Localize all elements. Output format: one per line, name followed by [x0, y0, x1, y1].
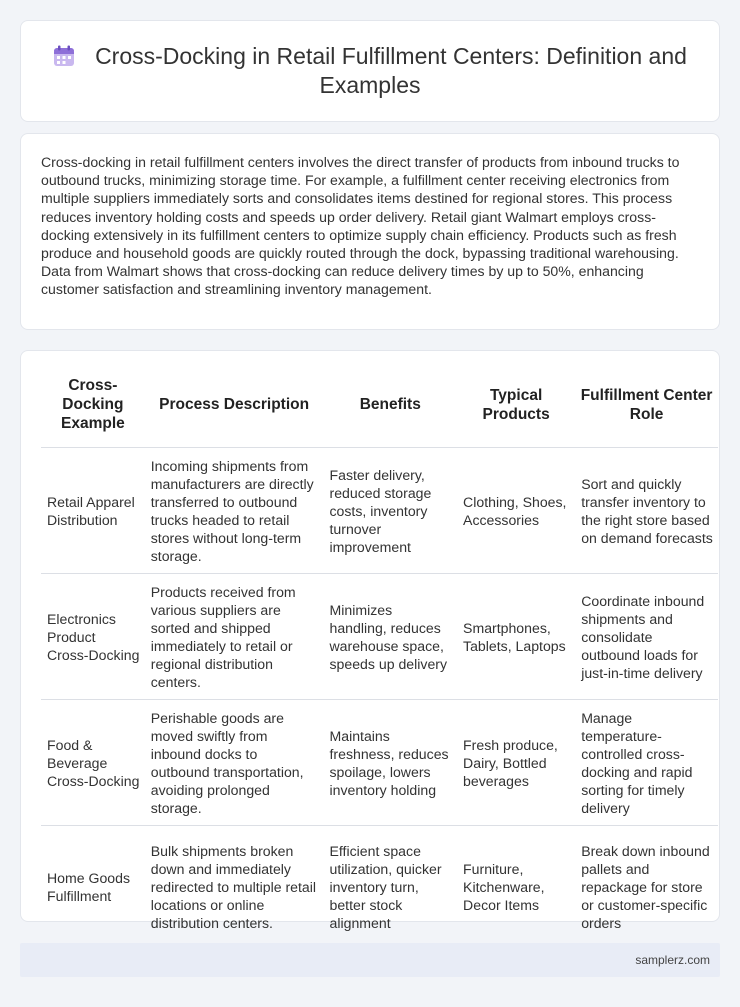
header-role: Fulfillment Center Role — [575, 373, 718, 448]
page-title-text: Cross-Docking in Retail Fulfillment Centers: Definition and Examples — [95, 43, 687, 98]
table-card — [20, 350, 720, 931]
cell-products: Clothing, Shoes, Accessories — [457, 448, 575, 574]
title-card — [20, 20, 720, 122]
cell-process: Bulk shipments broken down and immediately redirected to multiple retail locations or online distribution centers. — [145, 826, 324, 947]
page-title — [51, 42, 689, 100]
cross-docking-table — [41, 373, 718, 947]
cell-benefits: Maintains freshness, reduces spoilage, lowers inventory holding — [324, 700, 458, 826]
cell-example: Electronics Product Cross-Docking — [41, 574, 145, 700]
calendar-icon — [53, 45, 75, 67]
cell-process: Perishable goods are moved swiftly from inbound docks to outbound transportation, avoiding prolonged storage. — [145, 700, 324, 826]
cell-example: Food & Beverage Cross-Docking — [41, 700, 145, 826]
cell-example: Home Goods Fulfillment — [41, 826, 145, 947]
cell-products: Smartphones, Tablets, Laptops — [457, 574, 575, 700]
cell-benefits: Minimizes handling, reduces warehouse space, speeds up delivery — [324, 574, 458, 700]
table-row — [41, 448, 718, 574]
intro-card — [20, 133, 720, 330]
cell-benefits: Faster delivery, reduced storage costs, inventory turnover improvement — [324, 448, 458, 574]
cell-example: Retail Apparel Distribution — [41, 448, 145, 574]
cell-role: Manage temperature-controlled cross-docking and rapid sorting for timely delivery — [575, 700, 718, 826]
cell-products: Furniture, Kitchenware, Decor Items — [457, 826, 575, 947]
header-benefits: Benefits — [324, 373, 458, 448]
cell-role: Break down inbound pallets and repackage for store or customer-specific orders — [575, 826, 718, 947]
header-process: Process Description — [145, 373, 324, 448]
footer-bar — [20, 943, 720, 977]
cell-process: Products received from various suppliers are sorted and shipped immediately to retail or regional distribution centers. — [145, 574, 324, 700]
table-header-row — [41, 373, 718, 448]
header-example: Cross-Docking Example — [41, 373, 145, 448]
header-products: Typical Products — [457, 373, 575, 448]
cell-process: Incoming shipments from manufacturers are directly transferred to outbound trucks headed to retail stores without long-term storage. — [145, 448, 324, 574]
table-row — [41, 826, 718, 947]
footer-site-link[interactable]: samplerz.com — [635, 953, 710, 967]
cell-role: Sort and quickly transfer inventory to the right store based on demand forecasts — [575, 448, 718, 574]
table-row — [41, 700, 718, 826]
table-row — [41, 574, 718, 700]
cell-benefits: Efficient space utilization, quicker inventory turn, better stock alignment — [324, 826, 458, 947]
cell-products: Fresh produce, Dairy, Bottled beverages — [457, 700, 575, 826]
cell-role: Coordinate inbound shipments and consolidate outbound loads for just-in-time delivery — [575, 574, 718, 700]
intro-paragraph: Cross-docking in retail fulfillment centers involves the direct transfer of products from inbound trucks to outbound trucks, minimizing storage time. For example, a fulfillment center receiving electronics from multiple suppliers immediately sorts and consolidates items destined for regional stores. This process reduces inventory holding costs and speeds up order delivery. Retail giant Walmart employs cross-docking extensively in its fulfillment centers to optimize supply chain efficiency. Products such as fresh produce and household goods are quickly routed through the dock, bypassing traditional warehousing. Data from Walmart shows that cross-docking can reduce delivery times by up to 50%, enhancing customer satisfaction and streamlining inventory management. — [41, 154, 680, 298]
